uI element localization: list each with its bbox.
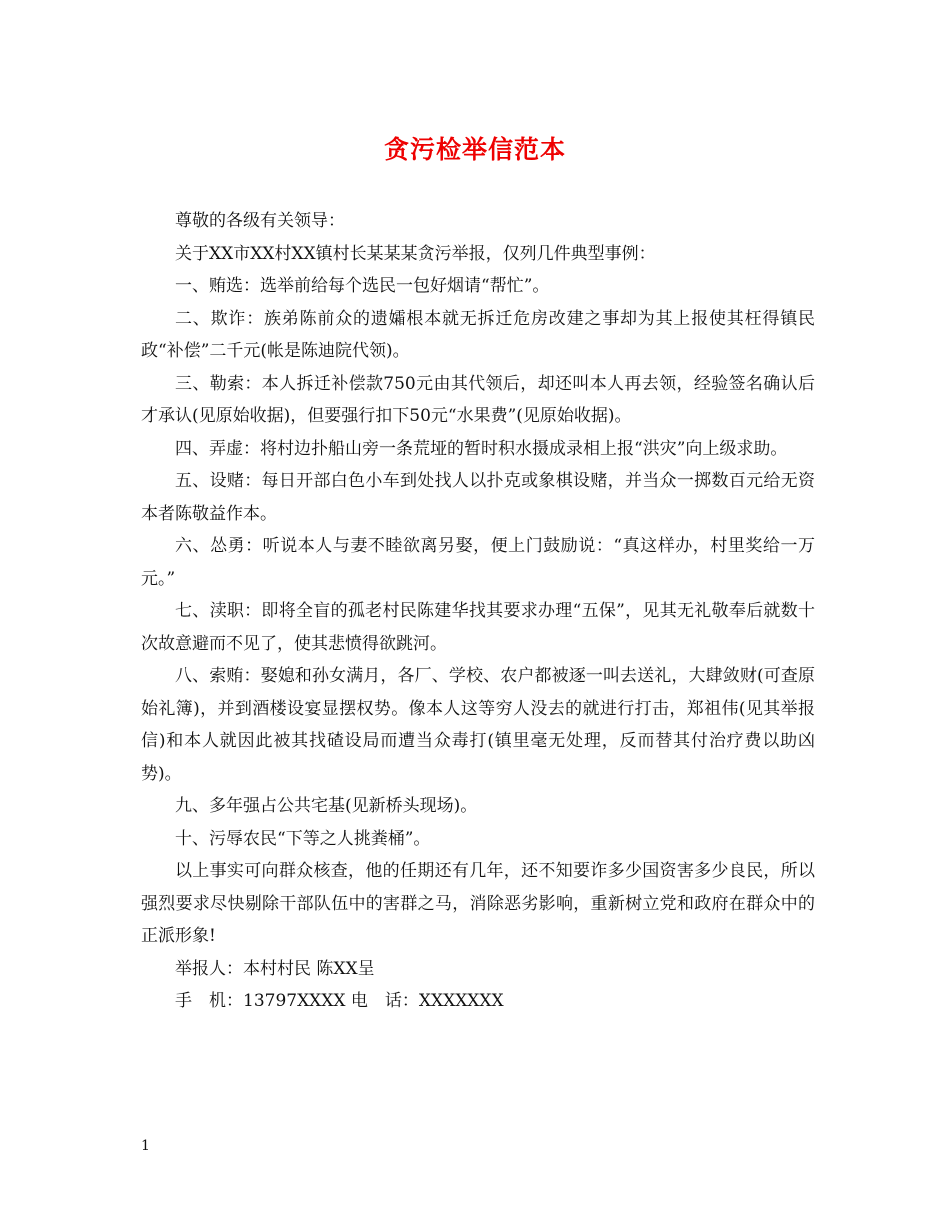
item-1: 一、贿选：选举前给每个选民一包好烟请“帮忙”。 [175, 276, 550, 296]
item-2: 二、欺诈：族弟陈前众的遗孀根本就无拆迁危房改建之事却为其上报使其枉得镇民政“补偿”二千元(帐是陈迪院代领)。 [141, 308, 815, 361]
item-5: 五、设赌：每日开部白色小车到处找人以扑克或象棋设赌，并当众一掷数百元给无资本者陈敬益作本。 [141, 471, 815, 524]
page-number: 1 [141, 1138, 150, 1154]
item-10: 十、污辱农民“下等之人挑粪桶”。 [175, 828, 431, 849]
contact-line: 手 机：13797XXXX 电 话：XXXXXXX [175, 991, 504, 1011]
item-8: 八、索贿：娶媳和孙女满月，各厂、学校、农户都被逐一叫去送礼，大肆敛财(可查原始礼簿)，并到酒楼设宴显摆权势。像本人这等穷人没去的就进行打击，郑祖伟(见其举报信)和本人就因此被其找碴设局而遭当众毒打(镇里毫无处理，反而替其付治疗费以助凶势)。 [141, 666, 815, 784]
conclusion-paragraph: 以上事实可向群众核查，他的任期还有几年，还不知要诈多少国资害多少良民，所以强烈要求尽快剔除干部队伍中的害群之马，消除恶劣影响，重新树立党和政府在群众中的正派形象! [141, 861, 815, 946]
intro-paragraph: 关于XX市XX村XX镇村长某某某贪污举报，仅列几件典型事例： [175, 243, 656, 264]
item-9: 九、多年强占公共宅基(见新桥头现场)。 [175, 796, 478, 816]
item-4: 四、弄虚：将村边扑船山旁一条荒垭的暂时积水摄成录相上报“洪灾”向上级求助。 [175, 438, 788, 459]
signature-line: 举报人：本村村民 陈XX呈 [175, 958, 375, 979]
document-title: 贪污检举信范本 [383, 135, 566, 164]
salutation: 尊敬的各级有关领导： [175, 211, 345, 231]
item-6: 六、怂勇：听说本人与妻不睦欲离另娶，便上门鼓励说：“真这样办，村里奖给一万元。” [141, 536, 815, 589]
item-3: 三、勒索：本人拆迁补偿款750元由其代领后，却还叫本人再去领，经验签名确认后才承认(见原始收据)，但要强行扣下50元“水果费”(见原始收据)。 [141, 373, 815, 426]
item-7: 七、渎职：即将全盲的孤老村民陈建华找其要求办理“五保”，见其无礼敬奉后就数十次故意避而不见了，使其悲愤得欲跳河。 [141, 601, 815, 654]
document-body [141, 205, 815, 1018]
